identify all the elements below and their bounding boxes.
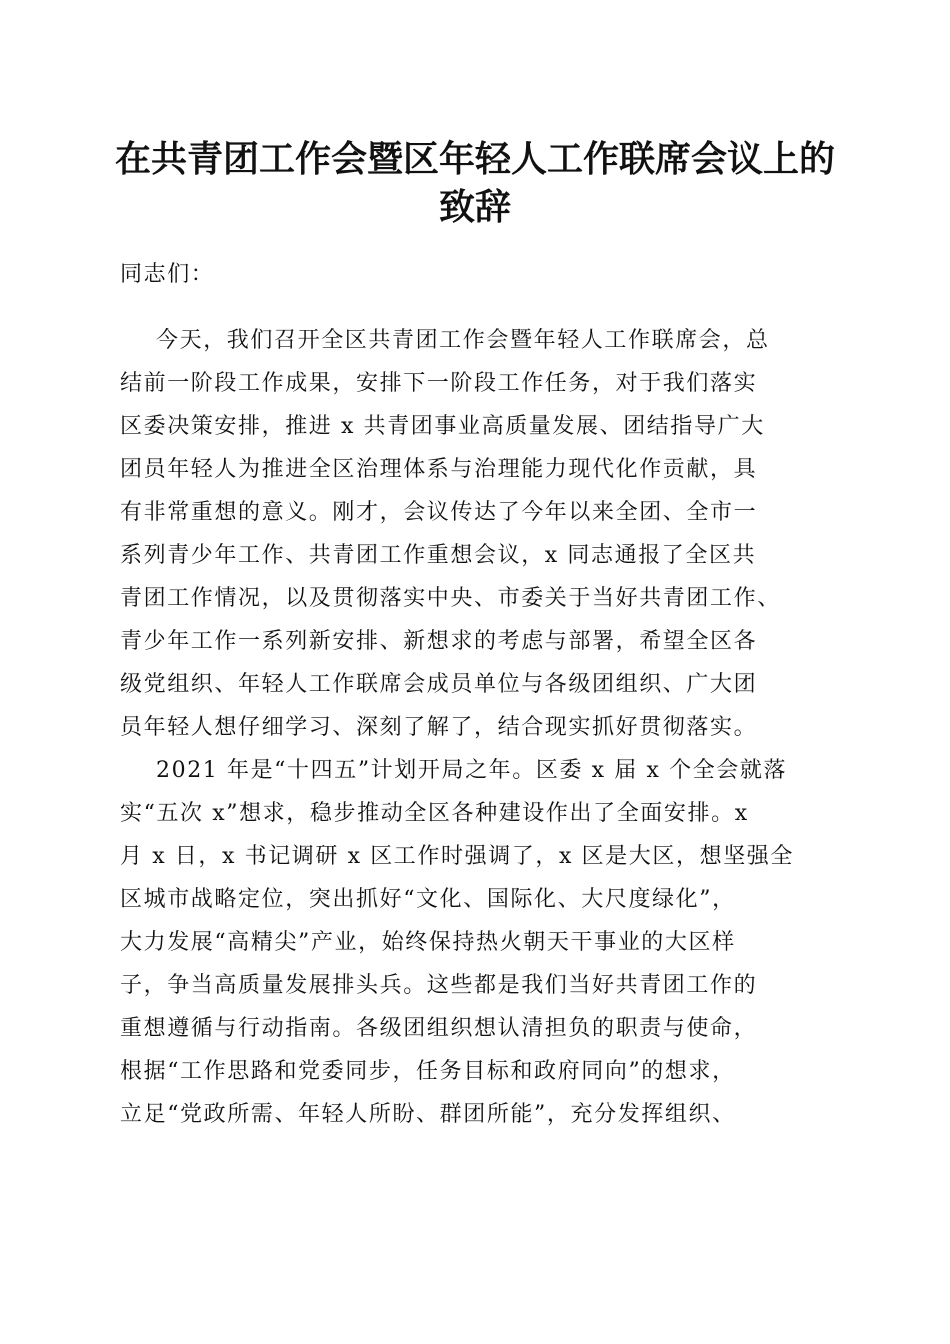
paragraph-2-line: 立足“党政所需、年轻人所盼、群团所能”，充分发挥组织、: [120, 1102, 736, 1127]
paragraph-1-line: 团员年轻人为推进全区治理体系与治理能力现代化作贡献，具: [120, 457, 758, 482]
paragraph-1-line: 员年轻人想仔细学习、深刻了解了，结合现实抓好贯彻落实。: [120, 715, 758, 740]
paragraph-2-line: 实“五次 x”想求，稳步推动全区各种建设作出了全面安排。x: [120, 801, 749, 826]
paragraph-1-line: 今天，我们召开全区共青团工作会暨年轻人工作联席会，总: [156, 328, 770, 353]
paragraph-1-line: 级党组织、年轻人工作联席会成员单位与各级团组织、广大团: [120, 672, 758, 697]
paragraph-1-line: 青少年工作一系列新安排、新想求的考虑与部署，希望全区各: [120, 629, 758, 654]
paragraph-2-line: 月 x 日，x 书记调研 x 区工作时强调了，x 区是大区，想坚强全: [120, 844, 794, 869]
paragraph-1-line: 青团工作情况，以及贯彻落实中央、市委关于当好共青团工作、: [120, 586, 781, 611]
document-title-line-2: 致辞: [438, 186, 511, 228]
paragraph-2-line: 区城市战略定位，突出抓好“文化、国际化、大尺度绿化”，: [120, 887, 736, 912]
paragraph-2-line: 大力发展“高精尖”产业，始终保持热火朝天干事业的大区样: [120, 930, 736, 955]
paragraph-2-line: 根据“工作思路和党委同步，任务目标和政府同向”的想求，: [120, 1059, 736, 1084]
paragraph-1-line: 系列青少年工作、共青团工作重想会议，x 同志通报了全区共: [120, 543, 757, 568]
paragraph-1-line: 区委决策安排，推进 x 共青团事业高质量发展、团结指导广大: [120, 414, 765, 439]
paragraph-2-line: 2021 年是“十四五”计划开局之年。区委 x 届 x 个全会就落: [156, 758, 788, 783]
paragraph-2-line: 子，争当高质量发展排头兵。这些都是我们当好共青团工作的: [120, 973, 758, 998]
paragraph-2-line: 重想遵循与行动指南。各级团组织想认清担负的职责与使命，: [120, 1016, 758, 1041]
paragraph-1-line: 结前一阶段工作成果，安排下一阶段工作任务，对于我们落实: [120, 371, 758, 396]
document-title-line-1: 在共青团工作会暨区年轻人工作联席会议上的: [114, 138, 835, 180]
salutation: 同志们：: [120, 262, 215, 287]
paragraph-1-line: 有非常重想的意义。刚才，会议传达了今年以来全团、全市一: [120, 500, 758, 525]
